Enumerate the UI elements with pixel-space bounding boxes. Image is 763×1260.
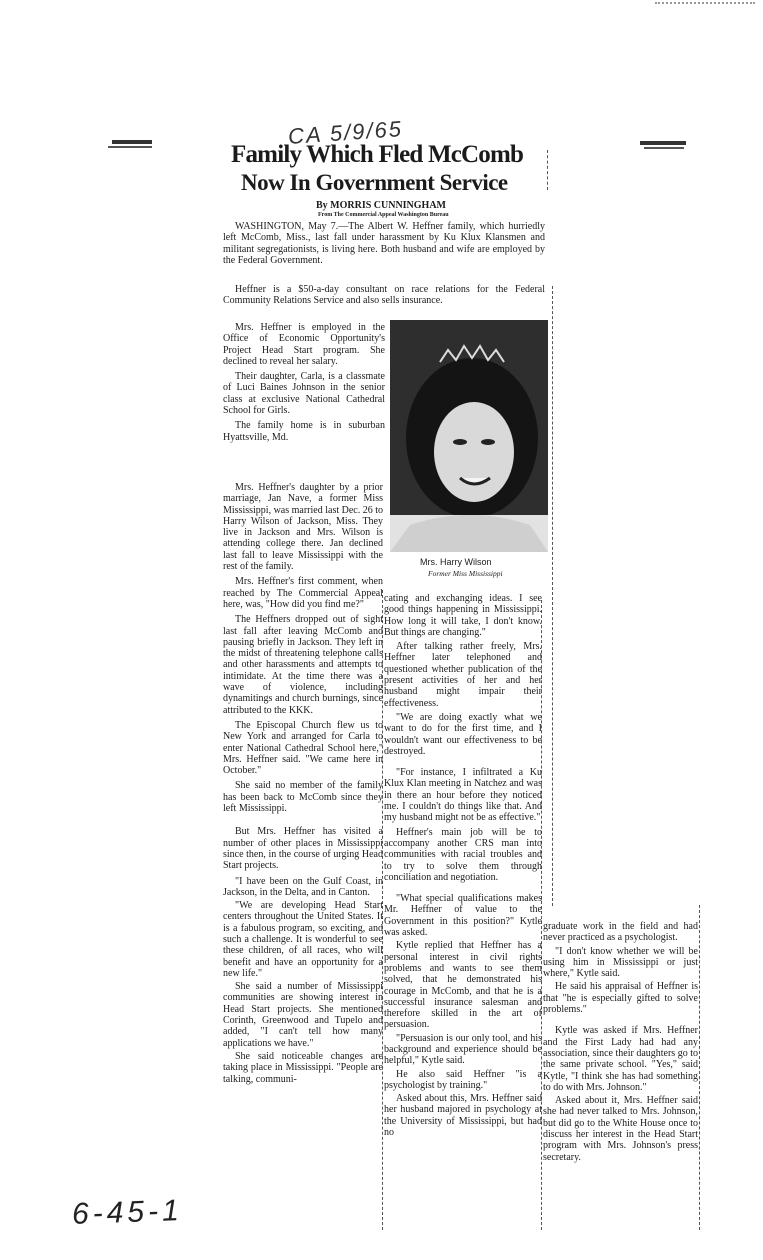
column-rule: [552, 286, 553, 906]
paragraph: Mrs. Heffner's first comment, when reached by The Commercial Appeal here, was, "How did you find me?": [223, 576, 383, 610]
paragraph: "I have been on the Gulf Coast, in Jackson, in the Delta, and in Canton.: [223, 875, 383, 898]
paragraph: The family home is in suburban Hyattsville, Md.: [223, 420, 385, 443]
paragraph: "I don't know whether we will be using him in Mississippi or just where," Kytle said.: [543, 945, 698, 980]
paragraph: Mrs. Heffner's daughter by a prior marriage, Jan Nave, a former Miss Mississippi, was married last Dec. 26 to Harry Wilson of Jackson, Miss. They live in Jackson and Mrs. Wilson is attending college there. Jan declined last fall to leave Mississippi with the rest of the family.: [223, 482, 383, 573]
column-rule: [699, 905, 700, 1230]
paragraph: "For instance, I infiltrated a Ku Klux Klan meeting in Natchez and was in there an hour before they noticed me. I couldn't do things like that. And my husband might not be as effective.": [384, 767, 542, 824]
handwritten-date: CA 5/9/65: [287, 116, 404, 149]
paragraph: She said no member of the family has been back to McComb since they left Mississippi.: [223, 780, 383, 815]
paragraph: "What special qualifications makes Mr. Heffner of value to the Government in this position?" Kytle was asked.: [384, 893, 542, 939]
portrait-illustration: [390, 320, 548, 552]
paragraph: Kytle was asked if Mrs. Heffner and the First Lady had had any association, since their daughters go to the same private school. "Yes," said Kytle, "I think she has had something to do with Mrs. Johnson.": [543, 1025, 698, 1093]
paragraph: cating and exchanging ideas. I see good things happening in Mississippi. How long it will take, I don't know. But things are changing.": [384, 593, 542, 638]
left-margin-mark: [112, 140, 152, 144]
paragraph: "Persuasion is our only tool, and his background and experience should be helpful," Kytle said.: [384, 1032, 542, 1067]
paragraph: He said his appraisal of Heffner is that "he is especially gifted to solve problems.": [543, 981, 698, 1016]
column-1-upper: [223, 322, 385, 443]
headline-line-2: Now In Government Service: [241, 170, 508, 195]
column-rule: [547, 150, 548, 190]
paragraph: The Episcopal Church flew us to New York and arranged for Carla to enter National Cathedral School here," Mrs. Heffner said. "We came here in October.": [223, 719, 383, 777]
paragraph: She said a number of Mississippi communities are showing interest in Head Start projects. She mentioned Corinth, Greenwood and Tupelo and added, "I can't tell how many applications we have.": [223, 981, 383, 1049]
photo-caption: Mrs. Harry Wilson: [420, 557, 492, 567]
paragraph: She said noticeable changes are taking place in Mississippi. "People are talking, communi-: [223, 1050, 383, 1085]
paragraph: The Heffners dropped out of sight last fall after leaving McComb and pausing briefly in Jackson. They left in the midst of threatening telephone calls and other harassments and attempts to intimidate. At the time there was a wave of violence, including dynamitings and church burnings, since attributed to the KKK.: [223, 614, 383, 716]
paragraph: Asked about it, Mrs. Heffner said she had never talked to Mrs. Johnson, but did go to the White House once to discuss her interest in the Head Start program with Mrs. Johnson's press secretary.: [543, 1095, 698, 1163]
column-2: [384, 593, 542, 1138]
paragraph: He also said Heffner "is a psychologist by training.": [384, 1068, 542, 1091]
right-margin-mark: [640, 141, 686, 145]
paragraph: graduate work in the field and had never practiced as a psychologist.: [543, 921, 698, 944]
right-margin-mark: [644, 147, 684, 149]
left-margin-mark: [108, 146, 152, 148]
lead-paragraph-2: Heffner is a $50-a-day consultant on race relations for the Federal Community Relations Service and also sells insurance.: [223, 284, 545, 307]
handwritten-file-number: 6-45-1: [71, 1194, 184, 1231]
headline-line-1: Family Which Fled McComb: [231, 141, 524, 168]
column-1-middle: [223, 482, 383, 1085]
photo-subcaption: Former Miss Mississippi: [428, 569, 503, 578]
paragraph: Mrs. Heffner is employed in the Office of Economic Opportunity's Project Head Start program. She declined to reveal her salary.: [223, 322, 385, 367]
paragraph: Kytle replied that Heffner has a personal interest in civil rights problems and wants to see them solved, that he demonstrated his courage in McComb, and that he is a successful insurance salesman and therefore skilled in the art of persuasion.: [384, 940, 542, 1031]
lead-paragraph: WASHINGTON, May 7.—The Albert W. Heffner family, which hurriedly left McComb, Miss., last fall under harassment by Ku Klux Klansmen and militant segregationists, is living here. Both husband and wife are employed by the Federal Government.: [223, 221, 545, 266]
portrait-photo: [390, 320, 548, 552]
paragraph: "We are doing exactly what we want to do for the first time, and I wouldn't want our effectiveness to be destroyed.: [384, 711, 542, 757]
paragraph: After talking rather freely, Mrs. Heffner later telephoned and questioned whether publication of the present activities of her and her husband might impair their effectiveness.: [384, 641, 542, 709]
paragraph: Asked about this, Mrs. Heffner said her husband majored in psychology at the University of Mississippi, but had no: [384, 1093, 542, 1139]
paragraph: Heffner's main job will be to accompany another CRS man into communities with racial troubles and to try to solve them through conciliation and negotiation.: [384, 826, 542, 883]
source-line: From The Commercial Appeal Washington Bureau: [318, 212, 449, 218]
paragraph: Their daughter, Carla, is a classmate of Luci Baines Johnson in the senior class at exclusive National Cathedral School for Girls.: [223, 371, 385, 417]
corner-marks: [655, 2, 755, 4]
paragraph: "We are developing Head Start centers throughout the United States. It is a fabulous program, so exciting, and such a challenge. It is wonderful to see these children, of all races, who will benefit and have an opportunity for a new life.": [223, 900, 383, 979]
column-3: [543, 921, 698, 1163]
paragraph: But Mrs. Heffner has visited a number of other places in Mississippi since then, in the course of urging Head Start projects.: [223, 826, 383, 872]
byline: By MORRIS CUNNINGHAM: [316, 200, 446, 211]
